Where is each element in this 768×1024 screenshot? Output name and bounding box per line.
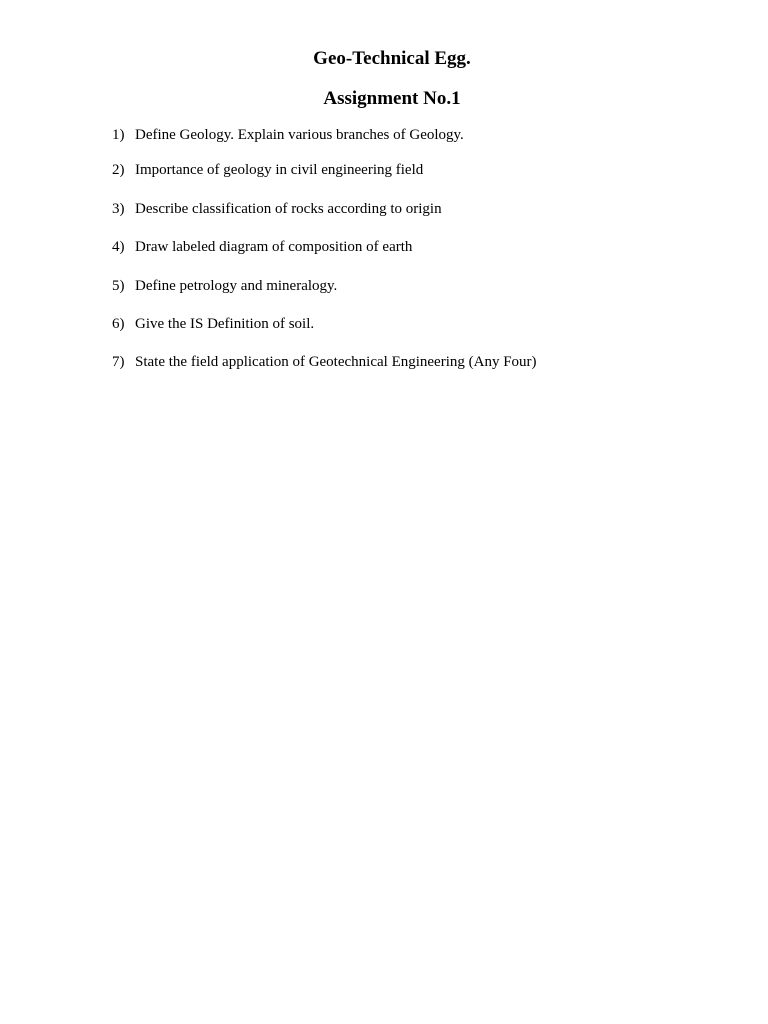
document-title: Geo-Technical Egg. [313, 48, 471, 69]
question-text: Define petrology and mineralogy. [135, 278, 338, 294]
question-text: Describe classification of rocks according to origin [135, 201, 442, 217]
question-number: 6) [112, 316, 125, 332]
question-number: 4) [112, 239, 125, 255]
question-text: Give the IS Definition of soil. [135, 316, 315, 332]
assignment-heading: Assignment No.1 [323, 88, 461, 109]
question-number: 3) [112, 201, 125, 217]
question-text: Define Geology. Explain various branches of Geology. [135, 127, 464, 143]
question-number: 2) [112, 162, 125, 178]
question-text: State the field application of Geotechnical Engineering (Any Four) [135, 354, 537, 370]
question-text: Importance of geology in civil engineering field [135, 162, 424, 178]
question-text: Draw labeled diagram of composition of earth [135, 239, 413, 255]
question-number: 1) [112, 127, 125, 143]
question-number: 7) [112, 354, 125, 370]
question-number: 5) [112, 278, 125, 294]
